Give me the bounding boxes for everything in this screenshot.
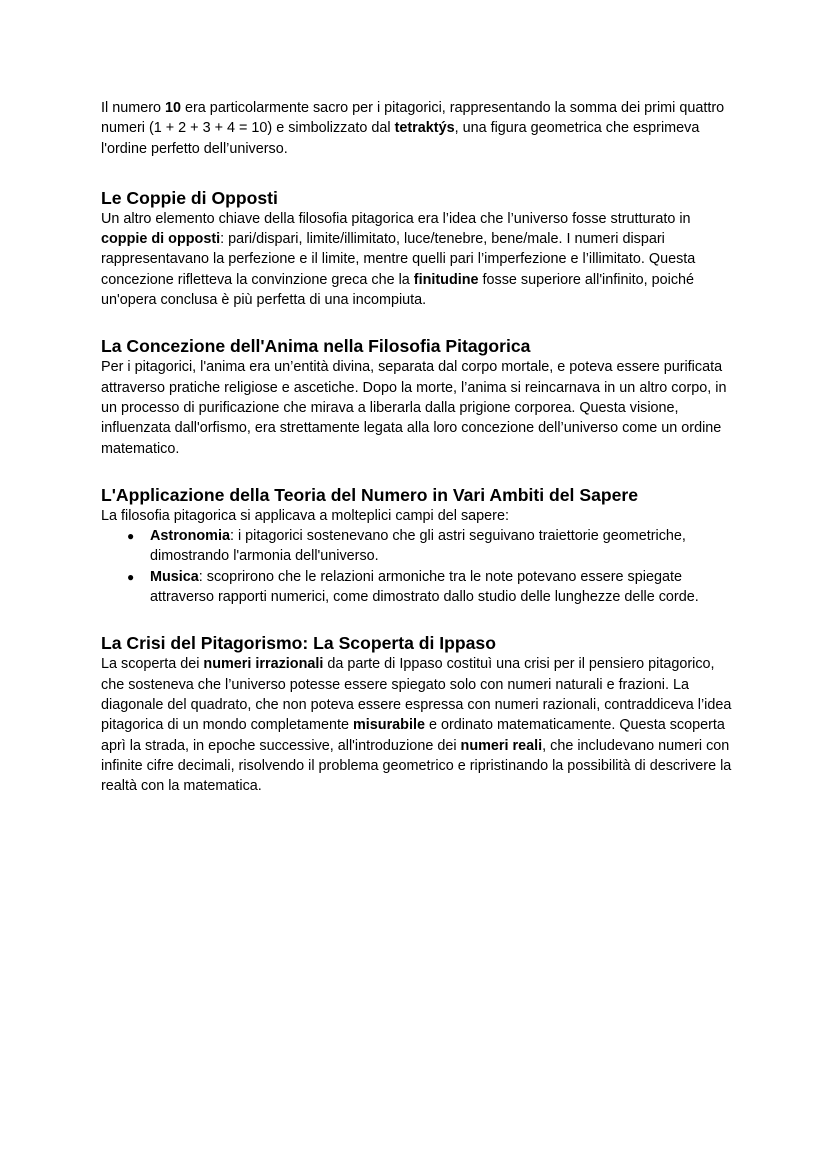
intro-text-2: era particolarmente sacro per i pitagorici, rappresentando la somma dei primi quattro numeri (1 + 2 + 3 + 4 = 10) e simbolizzato dal (101, 100, 725, 137)
coppie-paragraph (101, 209, 733, 310)
coppie-text-1: Un altro elemento chiave della filosofia pitagorica era l’idea che l’universo fosse strutturato in (101, 210, 691, 227)
intro-text-3: , una figura geometrica che esprimeva l'ordine perfetto dell’universo. (101, 120, 700, 157)
list-item-text: : scoprirono che le relazioni armoniche tra le note potevano essere spiegate attraverso rapporti numerici, come dimostrato dallo studio delle lunghezze delle corde. (150, 568, 699, 606)
coppie-text-3: fosse superiore all'infinito, poiché un'opera conclusa è più perfetta di una incompiuta. (101, 271, 695, 309)
intro-bold-number: 10 (165, 100, 182, 116)
document-page (101, 98, 733, 796)
crisi-bold-reali: numeri reali (460, 737, 543, 754)
list-item-term: Musica (150, 568, 199, 585)
intro-bold-tetraktys: tetraktýs (394, 120, 455, 137)
crisi-text-4: , che includevano numeri con infinite cifre decimali, risolvendo il problema geometrico e ripristinando la possibilità di descrivere la realtà con la matematica. (101, 737, 732, 795)
anima-heading: La Concezione dell'Anima nella Filosofia Pitagorica (101, 336, 531, 357)
applicazione-list (101, 526, 733, 607)
applicazione-heading: L'Applicazione della Teoria del Numero in Vari Ambiti del Sapere (101, 484, 639, 505)
crisi-bold-misurabile: misurabile (352, 717, 425, 734)
list-item-musica (101, 567, 733, 608)
bullet-icon: ● (127, 569, 135, 584)
coppie-bold-opposti: coppie di opposti (101, 231, 221, 248)
intro-paragraph (101, 98, 733, 159)
list-item-astronomia (101, 526, 733, 567)
crisi-paragraph (101, 654, 733, 796)
coppie-text-2: : pari/dispari, limite/illimitato, luce/tenebre, bene/male. I numeri dispari rappresentavano la perfezione e il limite, mentre quelli pari l’imperfezione e l’illimitato. Questa concezione rifletteva la convinzione greca che la (101, 231, 696, 288)
crisi-text-1: La scoperta dei (101, 656, 204, 673)
crisi-bold-irrazionali: numeri irrazionali (203, 656, 324, 673)
list-item-term: Astronomia (150, 528, 230, 545)
crisi-heading: La Crisi del Pitagorismo: La Scoperta di Ippaso (101, 633, 496, 654)
list-item-text: : i pitagorici sostenevano che gli astri seguivano traiettorie geometriche, dimostrando l'armonia dell'universo. (150, 528, 686, 565)
anima-paragraph: Per i pitagorici, l'anima era un’entità divina, separata dal corpo mortale, e poteva essere purificata attraverso pratiche religiose e ascetiche. Dopo la morte, l’anima si reincarnava in un altro corpo, in un processo di purificazione che mirava a liberarla dalla prigione corporea. Questa visione, influenzata dall'orfismo, era strettamente legata alla loro concezione dell’universo come un ordine matematico. (101, 359, 727, 457)
coppie-heading: Le Coppie di Opposti (101, 187, 278, 208)
bullet-icon: ● (127, 529, 135, 544)
crisi-text-3: e ordinato matematicamente. Questa scoperta aprì la strada, in epoche successive, all'introduzione dei (101, 717, 725, 754)
coppie-bold-finitudine: finitudine (413, 271, 479, 288)
applicazione-intro: La filosofia pitagorica si applicava a molteplici campi del sapere: (101, 507, 509, 524)
crisi-text-2: da parte di Ippaso costituì una crisi per il pensiero pitagorico, che sosteneva che l’universo potesse essere spiegato solo con numeri naturali e frazioni. La diagonale del quadrato, che non poteva essere espressa con numeri razionali, contraddiceva l’idea pitagorica di un mondo completamente (101, 656, 732, 734)
intro-text-1: Il numero (101, 100, 165, 116)
